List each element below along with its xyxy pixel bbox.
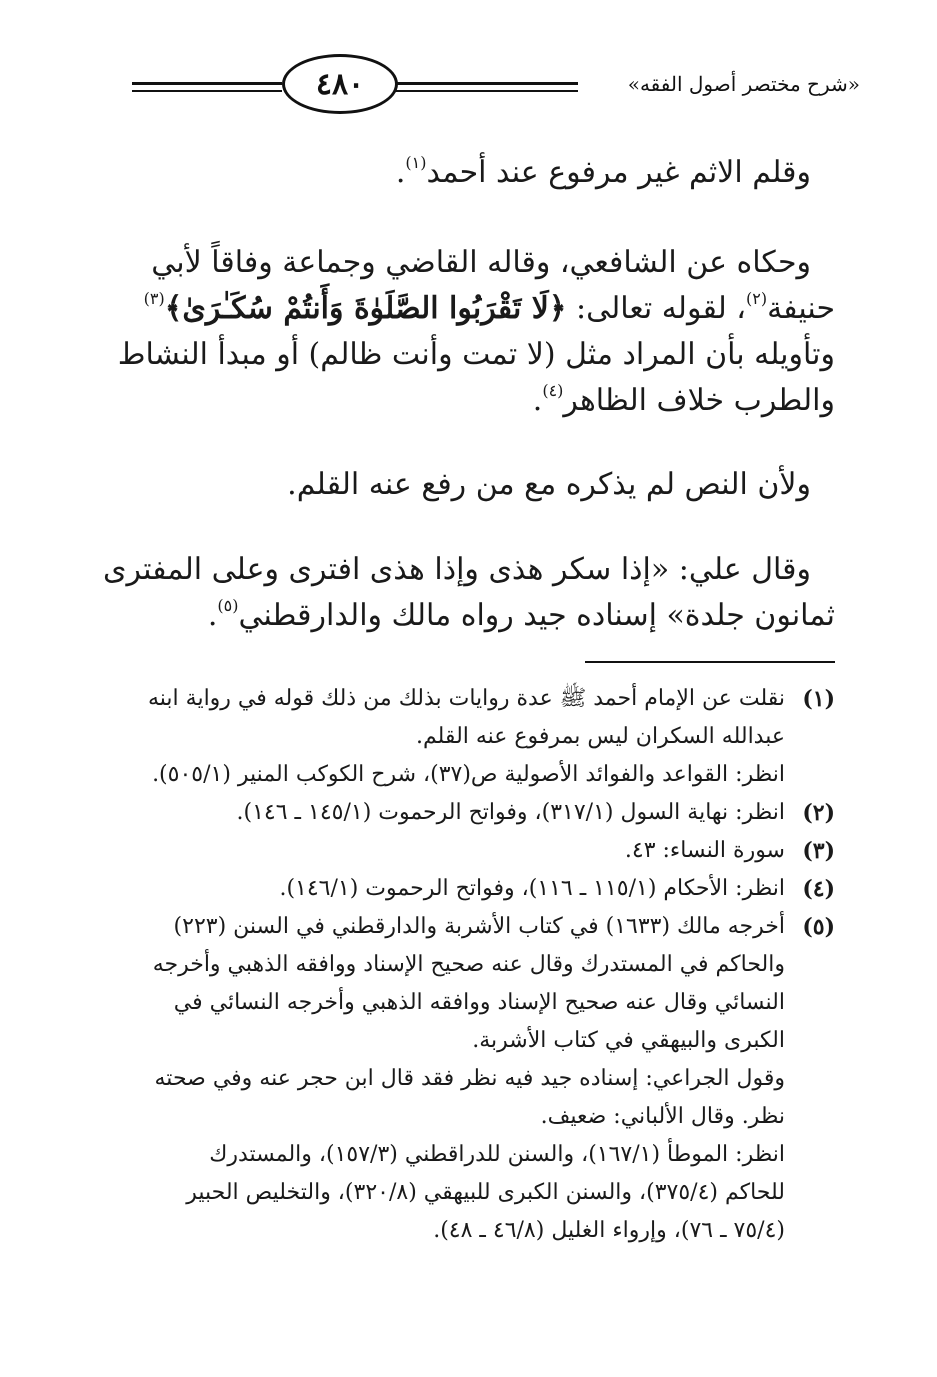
paragraph-4	[86, 547, 835, 639]
header-rule	[132, 82, 282, 85]
page-number-frame	[282, 54, 398, 114]
footnote-number: (٥)	[802, 914, 835, 940]
header-rule	[383, 90, 578, 92]
footnote-body	[90, 832, 835, 870]
paragraph-2	[86, 240, 835, 424]
header-rule	[383, 82, 578, 85]
footnote-source-line: وقول الجراعي: إسناده جيد فيه نظر فقد قال ابن حجر عنه وفي صحته	[154, 1066, 785, 1091]
footnote-ref[interactable]: (٢)	[745, 289, 768, 308]
page-header	[60, 50, 860, 120]
paragraph-line	[86, 378, 835, 424]
footnote-source-line: (٧٥/٤ ـ ٧٦)، وإرواء الغليل (٤٦/٨ ـ ٤٨).	[433, 1218, 785, 1243]
footnote	[90, 794, 835, 832]
footnote-ref[interactable]: (٤)	[542, 381, 564, 400]
footnote-source-line: نظر. وقال الألباني: ضعيف.	[540, 1104, 785, 1129]
footnote-body	[90, 680, 835, 756]
footnote-number: (١)	[802, 686, 835, 712]
paragraph-line: وحكاه عن الشافعي، وقاله القاضي وجماعة وفاقاً لأبي	[151, 245, 811, 280]
paragraph-3: ولأن النص لم يذكره مع من رفع عنه القلم.	[287, 467, 811, 502]
paragraph-text: ، لقوله تعالى:	[566, 291, 746, 326]
footnote	[90, 680, 835, 794]
footnote-body	[90, 794, 835, 832]
quran-verse: ﴿لَا تَقْرَبُوا الصَّلَوٰةَ وَأَنتُمْ سُكَـٰرَىٰ﴾	[164, 291, 567, 326]
footnote	[90, 870, 835, 908]
footnote-ref[interactable]: (٥)	[217, 596, 239, 615]
book-title: «شرح مختصر أصول الفقه»	[627, 72, 860, 96]
paragraph-line	[86, 286, 835, 332]
footnote-number: (٤)	[802, 876, 835, 902]
paragraph-1	[86, 150, 835, 196]
footnote-line: الكبرى والبيهقي في كتاب الأشربة.	[472, 1028, 785, 1053]
footnote-source-line: انظر: الموطأ (١٦٧/١)، والسنن للدراقطني (١٥٧/٣)، والمستدرك	[209, 1142, 785, 1167]
footnote-separator	[585, 661, 835, 663]
page-number: ٤٨٠	[315, 66, 365, 102]
footnote-line: انظر: الأحكام (١١٥/١ ـ ١١٦)، وفواتح الرحموت (١٤٦/١).	[279, 876, 785, 901]
footnote	[90, 832, 835, 870]
paragraph-line: وتأويله بأن المراد مثل (لا تمت وأنت ظالم) أو مبدأ النشاط	[117, 337, 835, 372]
punctuation: .	[532, 383, 543, 418]
footnote-ref[interactable]: (٣)	[143, 289, 165, 308]
footnote-line: أخرجه مالك (١٦٣٣) في كتاب الأشربة والدارقطني في السنن (٢٢٣)	[173, 914, 785, 939]
footnote-line: سورة النساء: ٤٣.	[624, 838, 785, 863]
paragraph-line: وقال علي: «إذا سكر هذى وإذا هذى افترى وعلى المفترى	[103, 552, 811, 587]
footnote-source-line: للحاكم (٣٧٥/٤)، والسنن الكبرى للبيهقي (٣٢٠/٨)، والتخليص الحبير	[186, 1180, 785, 1205]
footnote-ref[interactable]: (١)	[405, 153, 427, 172]
paragraph-text: حنيفة	[767, 291, 835, 326]
footnote-body	[90, 870, 835, 908]
footnote-number: (٢)	[802, 800, 835, 826]
footnote-number: (٣)	[802, 838, 835, 864]
paragraph-text: ثمانون جلدة» إسناده جيد رواه مالك والدارقطني	[238, 598, 835, 633]
footnote-line: نقلت عن الإمام أحمد ﷺ عدة روايات بذلك من ذلك قوله في رواية ابنه	[147, 686, 785, 711]
footnote-line: والحاكم في المستدرك وقال عنه صحيح الإسناد ووافقه الذهبي وأخرجه	[152, 952, 785, 977]
footnote-line: عبدالله السكران ليس بمرفوع عنه القلم.	[416, 724, 785, 749]
footnote-line: النسائي وقال عنه صحيح الإسناد ووافقه الذهبي وأخرجه النسائي في	[173, 990, 785, 1015]
paragraph-text: والطرب خلاف الظاهر	[563, 383, 835, 418]
punctuation: .	[207, 598, 218, 633]
paragraph-line	[86, 593, 835, 639]
paragraph-text: وقلم الاثم غير مرفوع عند أحمد	[426, 155, 811, 190]
footnote-line: انظر: نهاية السول (٣١٧/١)، وفواتح الرحموت (١٤٥/١ ـ ١٤٦).	[236, 800, 785, 825]
footnotes-section	[90, 680, 835, 1250]
footnote-body	[90, 908, 835, 1060]
header-rule	[132, 90, 282, 92]
footnote	[90, 908, 835, 1250]
footnote-source-line: انظر: القواعد والفوائد الأصولية ص(٣٧)، شرح الكوكب المنير (٥٠٥/١).	[152, 762, 785, 787]
punctuation: .	[395, 155, 406, 190]
